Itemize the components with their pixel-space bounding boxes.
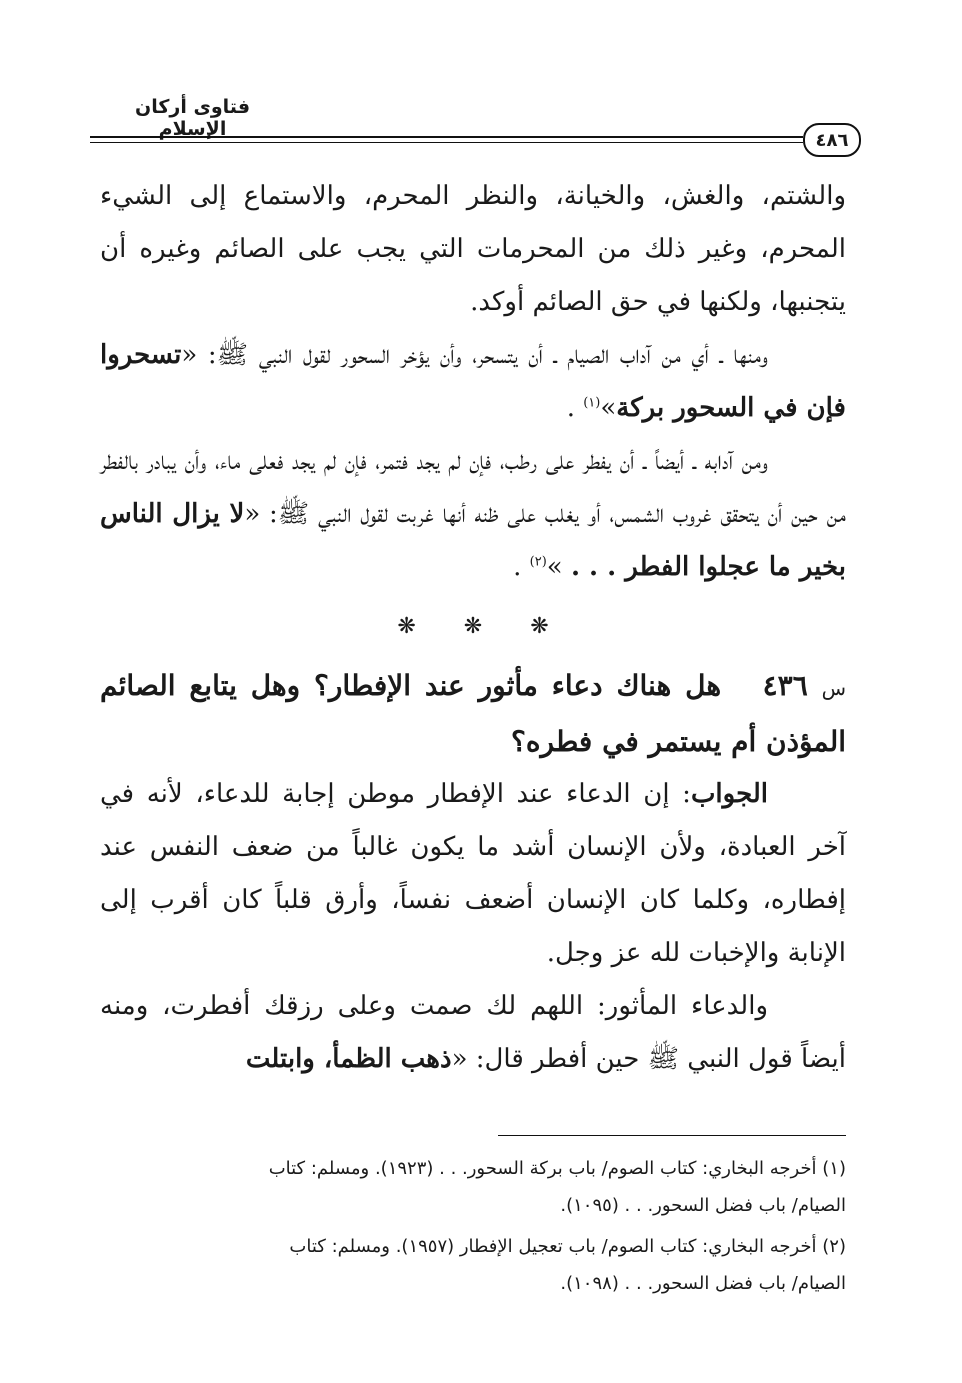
hadith-quote: تسحروا فإن في السحور بركة bbox=[100, 340, 846, 423]
answer-text: والدعاء المأثور: اللهم لك صمت وعلى رزقك أفطرت، ومنه أيضاً قول النبي ﷺ حين أفطر قال: « bbox=[100, 991, 846, 1074]
footnote-1 bbox=[100, 1150, 846, 1224]
paragraph-suhoor bbox=[100, 329, 846, 435]
footnote-rule bbox=[498, 1135, 846, 1136]
answer-paragraph-dua bbox=[100, 980, 846, 1086]
footnote-text: الصيام/ باب فضل السحور. . . (١٠٩٥). bbox=[560, 1195, 846, 1216]
quote-close: » bbox=[600, 393, 617, 423]
star-icon: ❋ bbox=[397, 614, 416, 639]
footnote-ref[interactable]: (١) bbox=[583, 395, 601, 411]
question-marker: س bbox=[821, 676, 847, 700]
hadith-quote: لا يزال الناس بخير ما عجلوا الفطر . . . bbox=[100, 499, 846, 582]
question bbox=[100, 659, 846, 768]
answer-paragraph bbox=[100, 768, 846, 980]
book-title: فتاوى أركان الإسلام bbox=[134, 96, 251, 140]
answer-label: الجواب bbox=[690, 779, 768, 809]
footnote-ref[interactable]: (٢) bbox=[529, 554, 547, 570]
footnote-text: (١) أخرجه البخاري: كتاب الصوم/ باب بركة السحور. . . (١٩٢٣). ومسلم: كتاب bbox=[268, 1158, 846, 1179]
star-icon: ❋ bbox=[530, 614, 549, 639]
star-icon: ❋ bbox=[463, 614, 483, 639]
header-rule-thin bbox=[90, 142, 803, 143]
question-number: ٤٣٦ bbox=[762, 669, 808, 702]
answer-text: : إن الدعاء عند الإفطار موطن إجابة للدعاء، لأنه في آخر العبادة، ولأن الإنسان أشد ما يكون غالباً من ضعف النفس عند إفطاره، وكلما كان الإنسان أضعف نفساً، وأرق قلباً كان أقرب إلى الإنابة والإخبات لله عز وجل. bbox=[100, 779, 846, 968]
paragraph-text: ومن آدابه ـ أيضاً ـ أن يفطر على رطب، فإن لم يجد فتمر، فإن لم يجد فعلى ماء، وأن يبادر بالفطر من حين أن يتحقق غروب الشمس، أو يغلب على ظنه أنها غربت لقول النبي ﷺ: « bbox=[100, 446, 846, 529]
paragraph-end: . bbox=[513, 552, 530, 582]
footnote-text: الصيام/ باب فضل السحور. . . (١٠٩٨). bbox=[560, 1273, 846, 1294]
paragraph-iftar bbox=[100, 435, 846, 594]
footnote-2 bbox=[100, 1228, 846, 1302]
page-number: ٤٨٦ bbox=[803, 123, 861, 157]
paragraph-text: ومنها ـ أي من آداب الصيام ـ أن يتسحر، وأن يؤخر السحور لقول النبي ﷺ: « bbox=[181, 340, 768, 370]
paragraph-end: . bbox=[566, 393, 584, 423]
header-rule bbox=[90, 136, 803, 138]
paragraph: والشتم، والغش، والخيانة، والنظر المحرم، والاستماع إلى الشيء المحرم، وغير ذلك من المحرمات التي يجب على الصائم وغيره أن يتجنبها، ولكنها في حق الصائم أوكد. bbox=[100, 181, 846, 317]
question-text: هل هناك دعاء مأثور عند الإفطار؟ وهل يتابع الصائم المؤذن أم يستمر في فطره؟ bbox=[100, 669, 846, 758]
footnotes bbox=[100, 1150, 846, 1306]
section-separator bbox=[100, 594, 846, 659]
footnote-text: (٢) أخرجه البخاري: كتاب الصوم/ باب تعجيل الإفطار (١٩٥٧). ومسلم: كتاب bbox=[289, 1236, 846, 1257]
hadith-quote: ذهب الظمأ، وابتلت bbox=[245, 1044, 452, 1074]
main-text bbox=[100, 170, 846, 1086]
quote-close: » bbox=[546, 552, 571, 582]
